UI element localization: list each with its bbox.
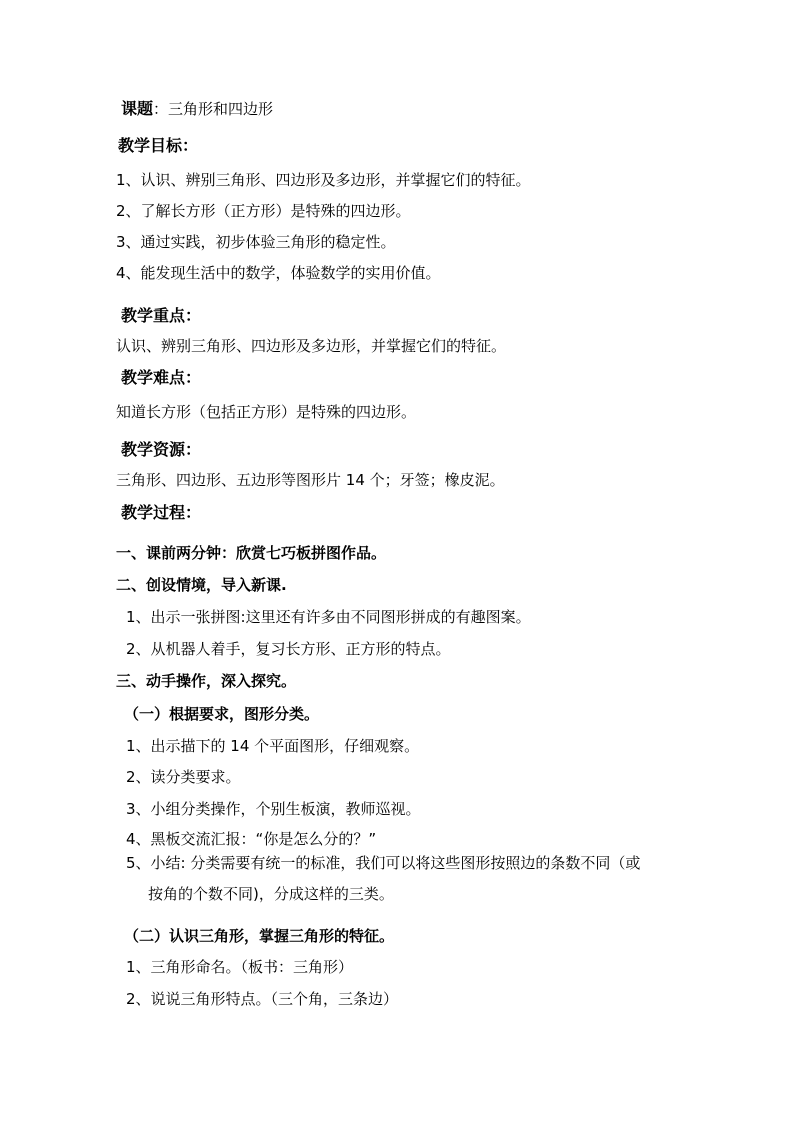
lesson-title-line bbox=[121, 99, 273, 119]
process-section-2: 二、创设情境，导入新课. bbox=[116, 576, 287, 594]
difficulties-heading: 教学难点： bbox=[121, 368, 202, 387]
resources-heading: 教学资源： bbox=[121, 440, 202, 459]
subsection-1-item: 2、读分类要求。 bbox=[126, 768, 241, 786]
objective-item: 2、了解长方形（正方形）是特殊的四边形。 bbox=[116, 202, 411, 220]
lesson-title-colon: ： bbox=[153, 100, 169, 118]
subsection-1-item: 5、小结: 分类需要有统一的标准，我们可以将这些图形按照边的条数不同（或 bbox=[126, 854, 641, 872]
objective-item: 1、认识、辨别三角形、四边形及多边形，并掌握它们的特征。 bbox=[116, 171, 531, 189]
objective-item: 3、通过实践，初步体验三角形的稳定性。 bbox=[116, 233, 396, 251]
difficulties-text: 知道长方形（包括正方形）是特殊的四边形。 bbox=[116, 403, 417, 421]
objective-item: 4、能发现生活中的数学，体验数学的实用价值。 bbox=[116, 264, 441, 282]
process-section-3: 三、动手操作，深入探究。 bbox=[116, 672, 297, 690]
subsection-2-item: 2、说说三角形特点。（三个角，三条边） bbox=[126, 990, 399, 1008]
subsection-1-item-continuation: 按角的个数不同)，分成这样的三类。 bbox=[148, 885, 394, 903]
subsection-2-item: 1、三角形命名。（板书：三角形） bbox=[126, 958, 354, 976]
subsection-1-item: 4、黑板交流汇报：“你是怎么分的？” bbox=[126, 830, 377, 848]
process-section-1: 一、课前两分钟：欣赏七巧板拼图作品。 bbox=[116, 544, 387, 562]
subsection-2-heading: （二）认识三角形，掌握三角形的特征。 bbox=[124, 927, 395, 945]
subsection-1-item: 3、小组分类操作，个别生板演，教师巡视。 bbox=[126, 800, 421, 818]
lesson-title: 三角形和四边形 bbox=[168, 100, 274, 118]
subsection-1-item: 1、出示描下的 14 个平面图形，仔细观察。 bbox=[126, 737, 420, 755]
section-2-item: 1、出示一张拼图:这里还有许多由不同图形拼成的有趣图案。 bbox=[126, 608, 531, 626]
objectives-heading: 教学目标： bbox=[118, 136, 199, 155]
process-heading: 教学过程： bbox=[121, 503, 202, 522]
key-points-text: 认识、辨别三角形、四边形及多边形，并掌握它们的特征。 bbox=[116, 337, 507, 355]
lesson-title-label: 课题 bbox=[121, 99, 154, 118]
section-2-item: 2、从机器人着手，复习长方形、正方形的特点。 bbox=[126, 640, 451, 658]
subsection-1-heading: （一）根据要求，图形分类。 bbox=[124, 705, 320, 723]
key-points-heading: 教学重点： bbox=[121, 306, 202, 325]
resources-text: 三角形、四边形、五边形等图形片 14 个；牙签；橡皮泥。 bbox=[116, 471, 505, 489]
